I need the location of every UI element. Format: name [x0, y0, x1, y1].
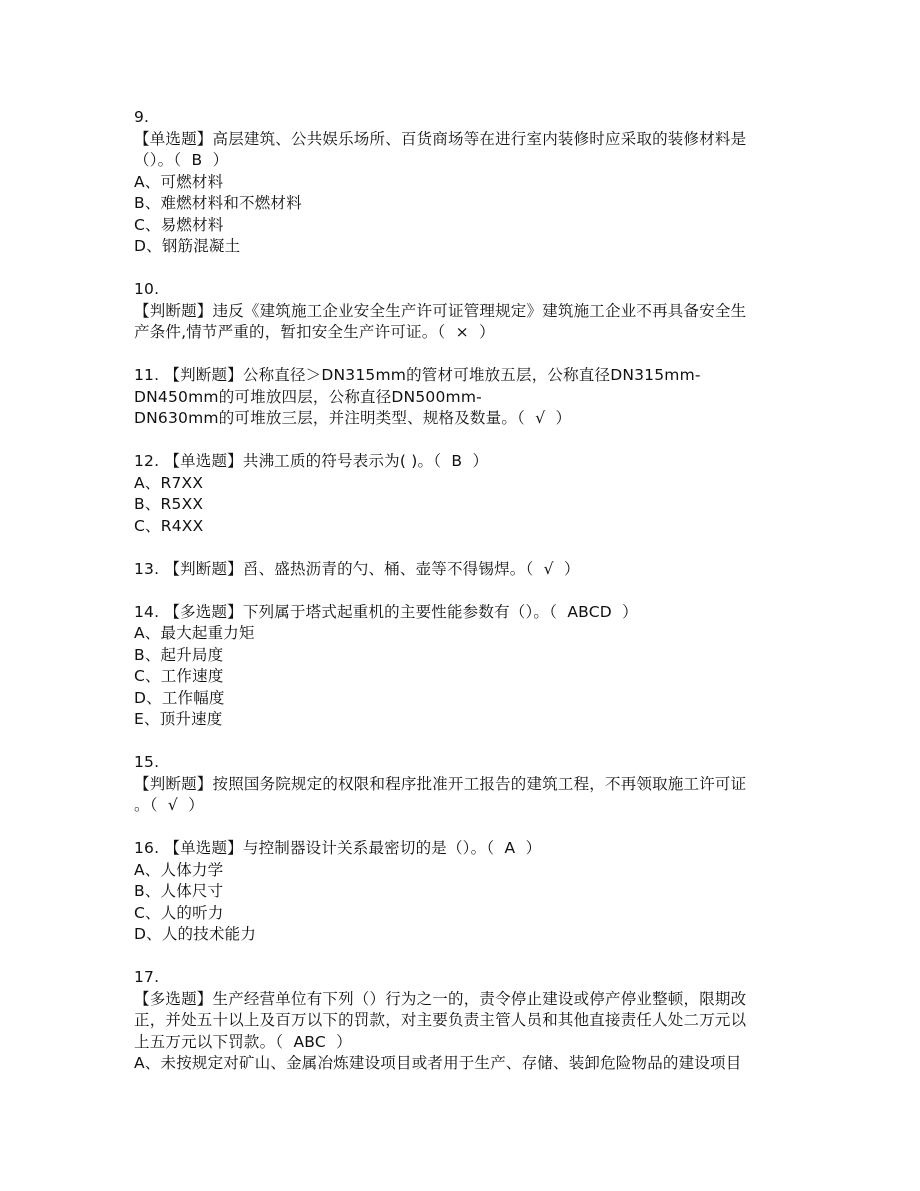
question-9 — [134, 107, 786, 258]
question-16 — [134, 838, 786, 946]
question-number: 10. — [134, 280, 160, 298]
question-text: DN450mm的可堆放四层，公称直径DN500mm- — [134, 387, 482, 406]
question-text-answer: 12. 【单选题】共沸工质的符号表示为( )。（ B ） — [134, 452, 489, 470]
question-text: 【判断题】按照国务院规定的权限和程序批准开工报告的建筑工程，不再领取施工许可证 — [134, 774, 747, 793]
option-a: A、可燃材料 — [134, 172, 224, 191]
question-11 — [134, 365, 786, 430]
option-d: D、工作幅度 — [134, 688, 225, 707]
option-d: D、人的技术能力 — [134, 925, 257, 943]
question-number: 17. — [134, 968, 160, 986]
question-text: 11. 【判断题】公称直径＞DN315mm的管材可堆放五层，公称直径DN315mm- — [134, 366, 701, 384]
question-text-answer: 13. 【判断题】舀、盛热沥青的勺、桶、壶等不得锡焊。（ √ ） — [134, 559, 580, 578]
question-text: 正，并处五十以上及百万以下的罚款，对主要负责主管人员和其他直接责任人处二万元以 — [134, 1011, 747, 1029]
question-12 — [134, 451, 786, 537]
question-text: 【判断题】违反《建筑施工企业安全生产许可证管理规定》建筑施工企业不再具备安全生 — [134, 301, 747, 320]
option-c: C、人的听力 — [134, 903, 224, 922]
question-text: 【单选题】高层建筑、公共娱乐场所、百货商场等在进行室内装修时应采取的装修材料是 — [134, 129, 747, 148]
question-15 — [134, 752, 786, 817]
option-a: A、R7XX — [134, 473, 204, 492]
question-10 — [134, 279, 786, 344]
question-text-answer: 16. 【单选题】与控制器设计关系最密切的是（）。（ A ） — [134, 839, 542, 857]
question-17 — [134, 967, 786, 1075]
option-b: B、R5XX — [134, 495, 204, 513]
option-d: D、钢筋混凝土 — [134, 237, 241, 255]
question-answer: （）。（ B ） — [134, 151, 229, 169]
question-text: 【多选题】生产经营单位有下列（）行为之一的，责令停止建设或停产停业整顿，限期改 — [134, 989, 747, 1008]
option-b: B、起升局度 — [134, 645, 224, 664]
question-13 — [134, 559, 786, 581]
question-text-answer: DN630mm的可堆放三层，并注明类型、规格及数量。（ √ ） — [134, 409, 572, 427]
option-c: C、易燃材料 — [134, 215, 224, 234]
option-b: B、人体尺寸 — [134, 882, 224, 900]
question-answer: 。（ √ ） — [134, 796, 204, 814]
option-c: C、R4XX — [134, 516, 204, 535]
option-e: E、顶升速度 — [134, 710, 223, 728]
option-c: C、工作速度 — [134, 667, 224, 685]
question-document — [134, 107, 786, 1075]
question-number: 15. — [134, 753, 160, 771]
question-text-answer: 14. 【多选题】下列属于塔式起重机的主要性能参数有（）。（ ABCD ） — [134, 602, 638, 621]
question-text-answer: 产条件,情节严重的，暂扣安全生产许可证。（ × ） — [134, 323, 495, 341]
option-a: A、未按规定对矿山、金属冶炼建设项目或者用于生产、存储、装卸危险物品的建设项目 — [134, 1054, 742, 1072]
question-text-answer: 上五万元以下罚款。（ ABC ） — [134, 1032, 352, 1051]
option-a: A、最大起重力矩 — [134, 624, 255, 642]
option-a: A、人体力学 — [134, 860, 224, 879]
question-14 — [134, 602, 786, 731]
question-number: 9. — [134, 108, 150, 126]
option-b: B、难燃材料和不燃材料 — [134, 194, 302, 212]
